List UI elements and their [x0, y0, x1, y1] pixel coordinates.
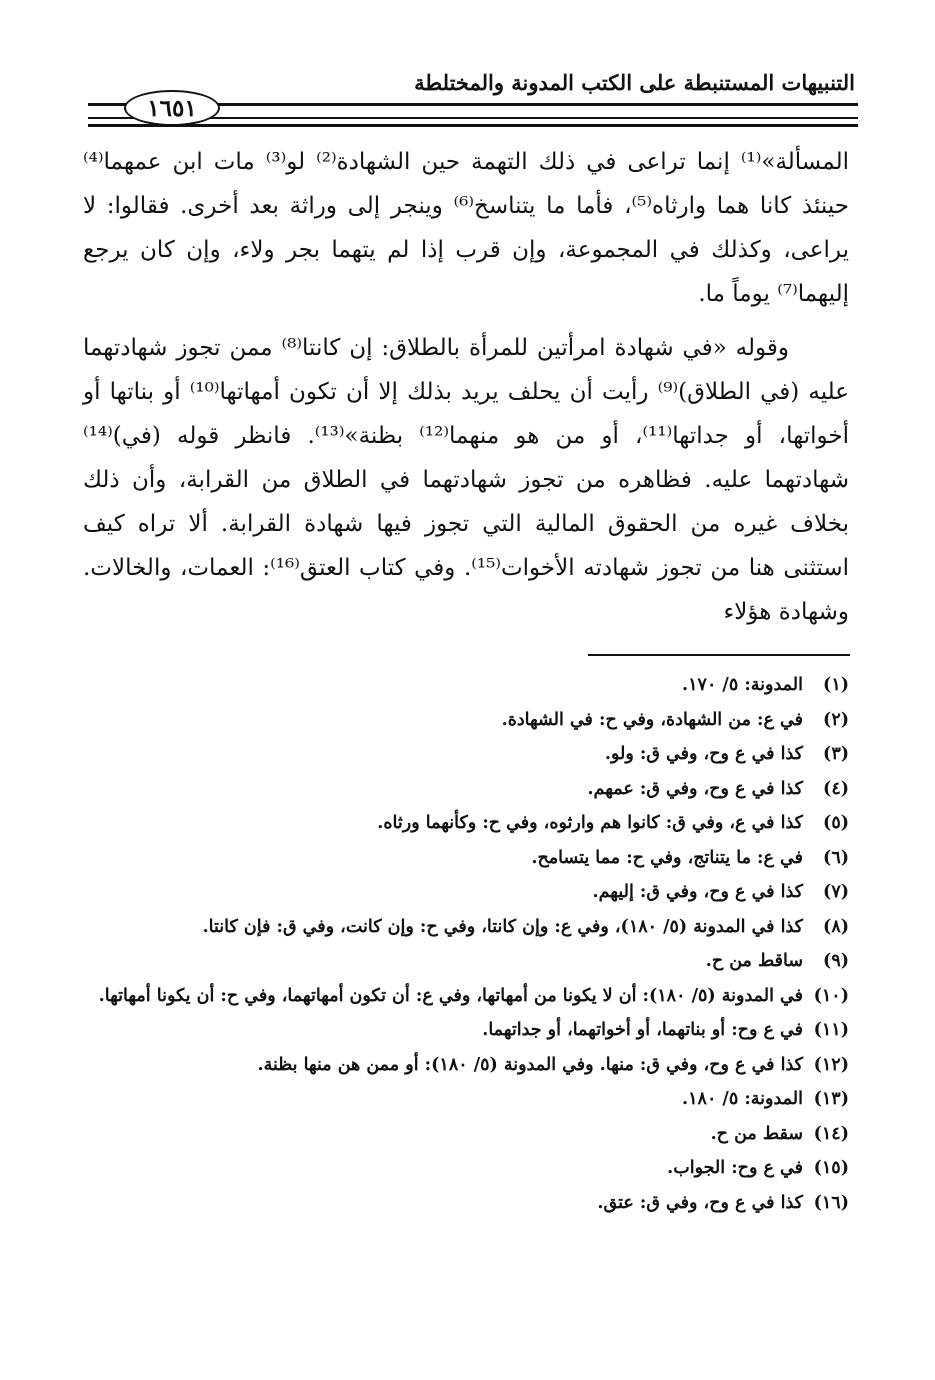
footnote-text: كذا في ع وح، وفي ق: إليهم.	[592, 882, 803, 902]
footnote-number: (٢)	[823, 709, 849, 730]
page-number: ١٦٥١	[147, 94, 197, 122]
footnote-number: (١١)	[813, 1020, 849, 1040]
footnote-item	[73, 1082, 849, 1117]
footnote-item	[73, 875, 849, 910]
footnotes-list	[73, 668, 849, 1220]
footnote-text: المدونة: ٥/ ١٨٠.	[682, 1089, 803, 1109]
footnote-item	[73, 910, 849, 945]
paragraph-1: المسألة»⁽¹⁾ إنما تراعى في ذلك التهمة حين الشهادة⁽²⁾ لو⁽³⁾ مات ابن عمهما⁽⁴⁾ حينئذ كانا هما وارثاه⁽⁵⁾، فأما ما يتناسخ⁽⁶⁾ وينجر إلى وراثة بعد أخرى. فقالوا: لا يراعى، وكذلك في المجموعة، وإن قرب إذا لم يتهما بجر ولاء، وإن كان يرجع إليهما⁽⁷⁾ يوماً ما.	[83, 149, 849, 307]
running-title: التنبيهات المستنبطة على الكتب المدونة والمختلطة	[414, 70, 855, 95]
footnote-number: (٤)	[823, 778, 849, 799]
footnote-item	[73, 1151, 849, 1186]
footnote-number: (٣)	[823, 744, 849, 764]
footnote-item	[73, 1117, 849, 1152]
footnote-number: (١٣)	[813, 1089, 849, 1109]
footnote-number: (٧)	[823, 882, 849, 902]
footnote-item	[73, 1013, 849, 1048]
main-text	[83, 140, 849, 634]
footnote-number: (١٦)	[813, 1192, 849, 1213]
footnote-text: كذا في ع وح، وفي ق: ولو.	[604, 744, 803, 764]
footnote-text: في المدونة (٥/ ١٨٠): أن لا يكونا من أمهاتها، وفي ع: أن تكون أمهاتهما، وفي ح: أن يكونا أمهاتها.	[98, 985, 803, 1006]
footnote-number: (١٠)	[813, 985, 849, 1006]
footnote-item	[73, 806, 849, 841]
footnote-text: في ع: من الشهادة، وفي ح: في الشهادة.	[501, 709, 803, 730]
footnote-text: في ع وح: أو بناتهما، أو أخواتهما، أو جداتهما.	[482, 1020, 803, 1040]
footnote-number: (٨)	[823, 916, 849, 937]
footnote-item	[73, 979, 849, 1014]
footnote-item	[73, 703, 849, 738]
footnote-number: (٩)	[823, 951, 849, 971]
footnote-number: (١)	[823, 675, 849, 695]
footnote-text: كذا في ع، وفي ق: كانوا هم وارثوه، وفي ح: وكأنهما ورثاه.	[377, 813, 803, 833]
header-rule-bottom	[88, 124, 858, 127]
paragraph-2: وقوله «في شهادة امرأتين للمرأة بالطلاق: إن كانتا⁽⁸⁾ ممن تجوز شهادتهما عليه (في الطلاق)⁽⁹⁾ رأيت أن يحلف يريد بذلك إلا أن تكون أمهاتها⁽¹⁰⁾ أو بناتها أو أخواتها، أو جداتها⁽¹¹⁾، أو من هو منهما⁽¹²⁾ بظنة»⁽¹³⁾. فانظر قوله (في)⁽¹⁴⁾ شهادتهما عليه. فظاهره من تجوز شهادتهما في الطلاق من القرابة، وأن ذلك بخلاف غيره من الحقوق المالية التي تجوز فيها شهادة القرابة. ألا تراه كيف استثنى هنا من تجوز شهادته الأخوات⁽¹⁵⁾. وفي كتاب العتق⁽¹⁶⁾: العمات، والخالات. وشهادة هؤلاء	[83, 335, 849, 625]
footnote-number: (٥)	[823, 813, 849, 833]
footnote-item	[73, 841, 849, 876]
footnote-number: (١٤)	[813, 1123, 849, 1144]
footnote-text: المدونة: ٥/ ١٧٠.	[682, 675, 803, 695]
footnote-text: سقط من ح.	[710, 1123, 803, 1144]
footnote-number: (١٥)	[813, 1158, 849, 1178]
footnote-item	[73, 772, 849, 807]
footnote-text: كذا في ع وح، وفي ق: عمهم.	[587, 778, 803, 799]
footnote-text: في ع: ما يتناتج، وفي ح: مما يتسامح.	[531, 847, 803, 868]
footnote-number: (٦)	[823, 847, 849, 868]
footnote-item	[73, 737, 849, 772]
footnote-item	[73, 1048, 849, 1083]
page-number-oval	[124, 90, 220, 126]
footnote-separator	[588, 654, 850, 656]
footnote-item	[73, 944, 849, 979]
footnote-text: كذا في ع وح، وفي ق: عتق.	[597, 1192, 803, 1213]
footnote-number: (١٢)	[813, 1054, 849, 1075]
footnote-item	[73, 1186, 849, 1221]
footnote-text: كذا في المدونة (٥/ ١٨٠)، وفي ع: وإن كانتا، وفي ح: وإن كانت، وفي ق: فإن كانتا.	[202, 916, 803, 937]
footnote-text: كذا في ع وح، وفي ق: منها. وفي المدونة (٥/ ١٨٠): أو ممن هن منها بظنة.	[257, 1054, 803, 1075]
footnote-text: ساقط من ح.	[705, 951, 803, 971]
footnote-item	[73, 668, 849, 703]
footnote-text: في ع وح: الجواب.	[667, 1158, 803, 1178]
